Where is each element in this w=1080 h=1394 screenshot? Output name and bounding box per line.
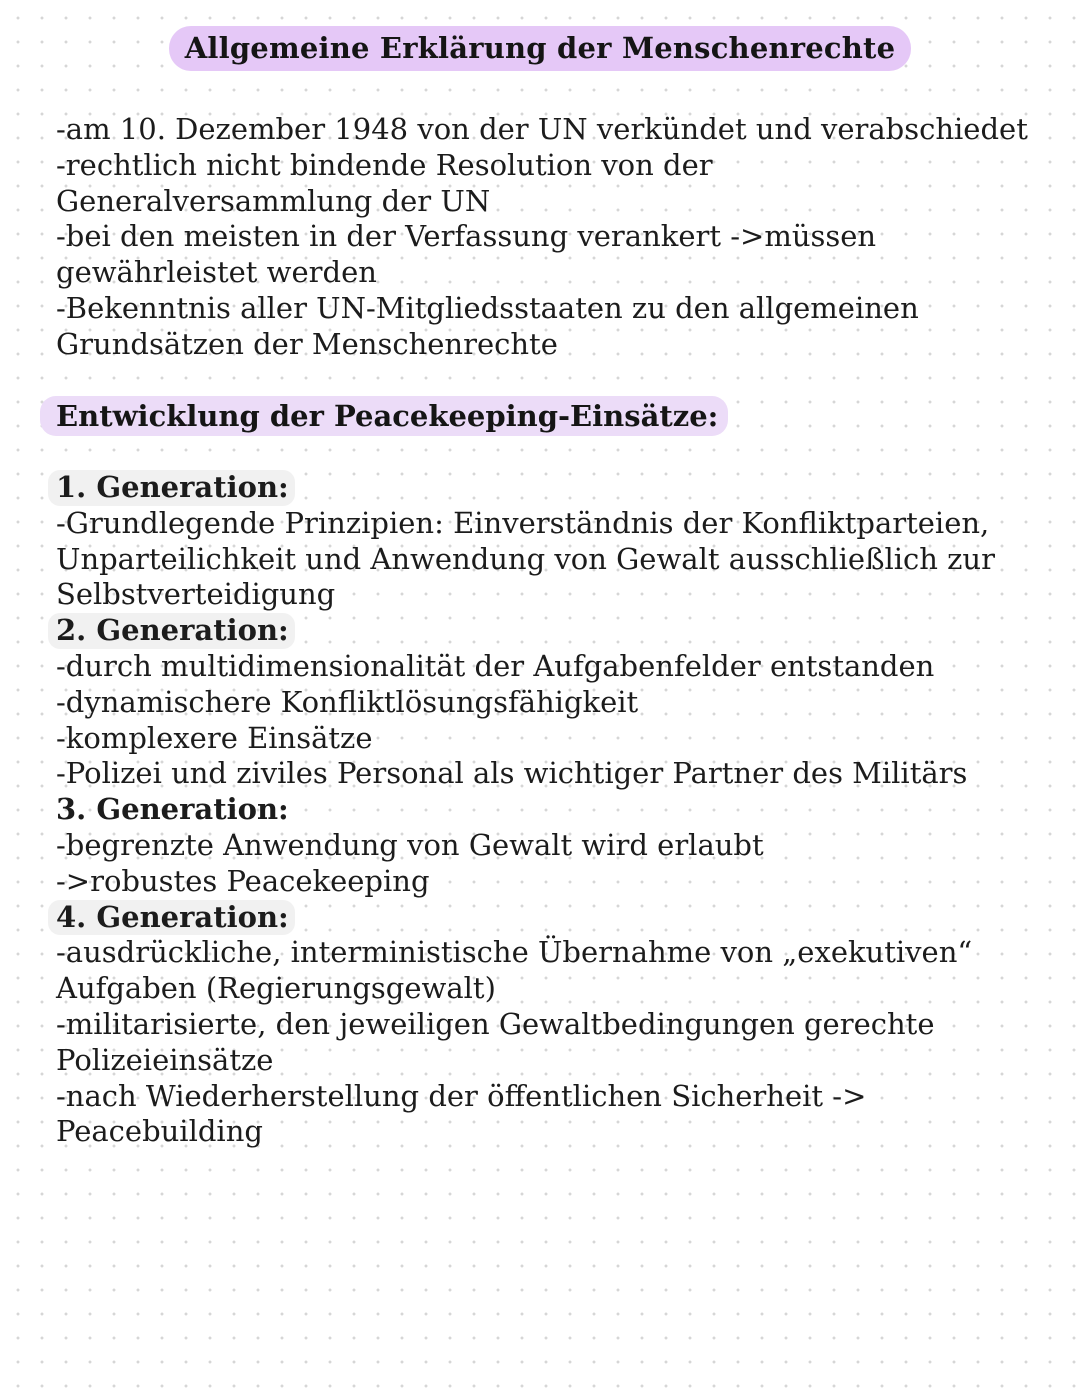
- intro-section: [56, 112, 1066, 363]
- generation-line: -Polizei und ziviles Personal als wichtiger Partner des Militärs: [56, 756, 968, 791]
- generation-line: -Grundlegende Prinzipien: Einverständnis der Konfliktparteien,: [56, 505, 990, 540]
- generation-line: -dynamischere Konfliktlösungsfähigkeit: [56, 684, 639, 719]
- intro-line: gewährleistet werden: [56, 255, 377, 290]
- page-title: Allgemeine Erklärung der Menschenrechte: [169, 26, 912, 71]
- generation-line: -nach Wiederherstellung der öffentlichen Sicherheit ->: [56, 1078, 867, 1113]
- generation-line: -durch multidimensionalität der Aufgabenfelder entstanden: [56, 648, 935, 683]
- generation-line: -ausdrückliche, interministische Übernahme von „exekutiven“: [56, 935, 973, 970]
- intro-line: -Bekenntnis aller UN-Mitgliedsstaaten zu den allgemeinen: [56, 290, 919, 325]
- intro-line: Grundsätzen der Menschenrechte: [56, 326, 558, 361]
- generation-line: Unparteilichkeit und Anwendung von Gewalt ausschließlich zur: [56, 541, 995, 576]
- generation-heading: 4. Generation:: [48, 900, 295, 936]
- intro-line: Generalversammlung der UN: [56, 183, 491, 218]
- intro-line: -rechtlich nicht bindende Resolution von der: [56, 147, 713, 182]
- generation-line: -militarisierte, den jeweiligen Gewaltbedingungen gerechte: [56, 1006, 935, 1041]
- title-container: [0, 26, 1080, 71]
- generation-heading: 3. Generation:: [56, 792, 289, 827]
- intro-line: -am 10. Dezember 1948 von der UN verkündet und verabschiedet: [56, 112, 1028, 146]
- generation-heading: 2. Generation:: [48, 613, 295, 649]
- section-heading: Entwicklung der Peacekeeping-Einsätze:: [40, 396, 728, 436]
- generation-line: Aufgaben (Regierungsgewalt): [56, 971, 496, 1006]
- generations-section: [56, 470, 1066, 1150]
- generation-line: -komplexere Einsätze: [56, 720, 373, 755]
- generation-line: Polizeieinsätze: [56, 1042, 274, 1077]
- generation-line: -begrenzte Anwendung von Gewalt wird erlaubt: [56, 827, 764, 862]
- generation-line: Selbstverteidigung: [56, 577, 336, 612]
- generation-heading: 1. Generation:: [48, 470, 295, 506]
- intro-line: -bei den meisten in der Verfassung verankert ->müssen: [56, 219, 877, 254]
- generation-line: Peacebuilding: [56, 1114, 263, 1149]
- generation-line: ->robustes Peacekeeping: [56, 863, 430, 898]
